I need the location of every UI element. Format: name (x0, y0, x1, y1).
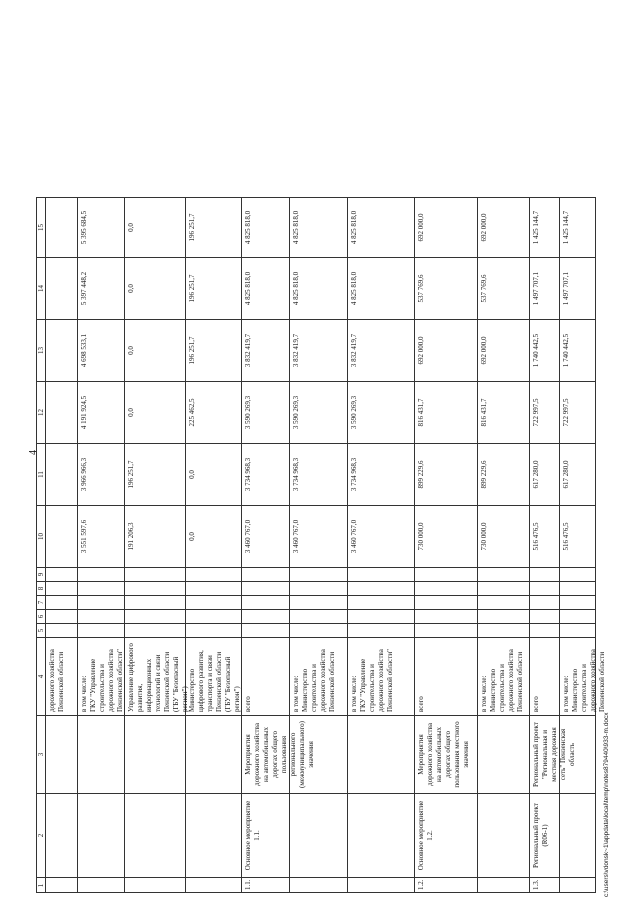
table-cell (125, 609, 186, 623)
amount-cell (46, 505, 78, 567)
column-header: 14 (36, 257, 46, 319)
table-cell (348, 715, 415, 793)
table-cell (46, 595, 78, 609)
table-cell (560, 623, 596, 637)
amount-cell: 0,0 (186, 505, 242, 567)
table-cell (290, 595, 348, 609)
table-cell (290, 609, 348, 623)
amount-cell: 4 825 818,0 (242, 197, 290, 257)
table-cell (290, 793, 348, 877)
amount-cell: 3 832 419,7 (348, 319, 415, 381)
amount-cell: 3 734 968,3 (290, 443, 348, 505)
table-cell (415, 595, 478, 609)
table-cell (560, 609, 596, 623)
amount-cell: 1 497 707,1 (560, 257, 596, 319)
table-cell (78, 793, 125, 877)
table-cell (78, 715, 125, 793)
column-header: 15 (36, 197, 46, 257)
amount-cell: 1 425 144,7 (560, 197, 596, 257)
amount-cell: 692 000,0 (478, 319, 530, 381)
table-cell (186, 567, 242, 581)
amount-cell: 3 590 269,3 (242, 381, 290, 443)
amount-cell: 537 769,6 (478, 257, 530, 319)
amount-cell: 3 832 419,7 (242, 319, 290, 381)
table-cell (560, 581, 596, 595)
amount-cell: 3 832 419,7 (290, 319, 348, 381)
amount-cell: 191 206,3 (125, 505, 186, 567)
amount-cell: 5 397 448,2 (78, 257, 125, 319)
amount-cell (46, 443, 78, 505)
amount-cell: 537 769,6 (415, 257, 478, 319)
table-cell (478, 581, 530, 595)
amount-cell: 4 825 818,0 (290, 197, 348, 257)
amount-cell: 0,0 (186, 443, 242, 505)
table-cell (186, 793, 242, 877)
amount-cell: 3 460 767,0 (348, 505, 415, 567)
table-cell: Региональный проект "Региональная и местная дорожная сеть" Пензенская область (530, 715, 560, 793)
amount-cell: 722 997,5 (530, 381, 560, 443)
amount-cell (46, 319, 78, 381)
table-cell (186, 595, 242, 609)
table-cell (530, 623, 560, 637)
table-cell (46, 793, 78, 877)
table-cell (186, 623, 242, 637)
amount-cell: 1 425 144,7 (530, 197, 560, 257)
amount-cell: 617 280,0 (560, 443, 596, 505)
amount-cell: 0,0 (125, 257, 186, 319)
column-header: 12 (36, 381, 46, 443)
amount-cell: 899 229,6 (415, 443, 478, 505)
amount-cell: 816 431,7 (478, 381, 530, 443)
amount-cell: 5 395 684,5 (78, 197, 125, 257)
row-label: Министерство цифрового развития, транспорта и связи Пензенской области (ГБУ "Безопасный регион") (186, 637, 242, 715)
column-header: 1 (36, 877, 46, 893)
amount-cell: 196 251,7 (186, 319, 242, 381)
table-cell (46, 567, 78, 581)
column-header: 13 (36, 319, 46, 381)
table-cell (78, 609, 125, 623)
amount-cell: 1 740 442,5 (530, 319, 560, 381)
table-cell: Мероприятия дорожного хозяйства на автомобильных дорогах общего пользования регионального (межмуниципального) значения (242, 715, 290, 793)
table-cell (290, 623, 348, 637)
table-cell (478, 623, 530, 637)
amount-cell: 3 460 767,0 (242, 505, 290, 567)
row-label: в том числе: ГКУ "Управление строительства и дорожного хозяйства Пензенской области" (348, 637, 415, 715)
amount-cell: 0,0 (125, 319, 186, 381)
table-cell (186, 877, 242, 893)
amount-cell: 730 000,0 (415, 505, 478, 567)
amount-cell: 4 698 533,1 (78, 319, 125, 381)
amount-cell: 4 825 818,0 (348, 257, 415, 319)
amount-cell (46, 381, 78, 443)
table-cell (125, 877, 186, 893)
column-header: 7 (36, 595, 46, 609)
amount-cell: 3 966 966,3 (78, 443, 125, 505)
table-cell (478, 595, 530, 609)
row-label: в том числе: Министерство строительства и дорожного хозяйства Пензенской области (290, 637, 348, 715)
table-cell (530, 581, 560, 595)
amount-cell: 899 229,6 (478, 443, 530, 505)
table-cell (125, 595, 186, 609)
amount-cell: 4 825 818,0 (348, 197, 415, 257)
table-cell (290, 877, 348, 893)
amount-cell: 516 476,5 (560, 505, 596, 567)
table-cell (560, 567, 596, 581)
amount-cell: 3 590 269,3 (290, 381, 348, 443)
table-cell (530, 595, 560, 609)
amount-cell (46, 197, 78, 257)
table-cell (46, 715, 78, 793)
row-label: Управление цифрового развития, информационных технологий и связи Пензенской области (ГБУ "Безопасный регион") (125, 637, 186, 715)
table-cell: Региональный проект (R06-1) (530, 793, 560, 877)
table-cell (78, 623, 125, 637)
amount-cell: 0,0 (125, 381, 186, 443)
row-label: всего (242, 637, 290, 715)
table-cell (242, 567, 290, 581)
table-cell: Основное мероприятие 1.1. (242, 793, 290, 877)
table-cell (560, 877, 596, 893)
table-cell (530, 609, 560, 623)
table-cell (290, 581, 348, 595)
table-cell (478, 567, 530, 581)
table-cell (348, 567, 415, 581)
table-cell (530, 567, 560, 581)
table-cell (46, 623, 78, 637)
table-cell (242, 623, 290, 637)
table-cell (125, 715, 186, 793)
row-label: в том числе: Министерство строительства и дорожного хозяйства Пензенской области (478, 637, 530, 715)
amount-cell: 516 476,5 (530, 505, 560, 567)
table-cell (560, 715, 596, 793)
table-cell: Основное мероприятие 1.2. (415, 793, 478, 877)
row-label: в том числе: ГКУ "Управление строительства и дорожного хозяйства Пензенской области" (78, 637, 125, 715)
table-cell (186, 715, 242, 793)
table-cell (125, 793, 186, 877)
table-cell (78, 595, 125, 609)
amount-cell: 1 740 442,5 (560, 319, 596, 381)
column-header: 11 (36, 443, 46, 505)
table-cell: 1.3. (530, 877, 560, 893)
table-cell (348, 581, 415, 595)
amount-cell: 722 997,5 (560, 381, 596, 443)
table-cell (186, 581, 242, 595)
amount-cell: 196 251,7 (125, 443, 186, 505)
table-cell (242, 581, 290, 595)
amount-cell: 3 590 269,3 (348, 381, 415, 443)
table-cell: 1.1. (242, 877, 290, 893)
amount-cell: 4 191 924,5 (78, 381, 125, 443)
amount-cell: 3 460 767,0 (290, 505, 348, 567)
table-cell (348, 609, 415, 623)
table-cell (348, 877, 415, 893)
table-cell (348, 595, 415, 609)
table-cell: Мероприятия дорожного хозяйства на автомобильных дорогах общего пользования местного значения (415, 715, 478, 793)
row-label: дорожного хозяйства Пензенской области (46, 637, 78, 715)
amount-cell: 196 251,7 (186, 257, 242, 319)
row-label: всего (415, 637, 478, 715)
amount-cell: 692 000,0 (415, 319, 478, 381)
column-header: 3 (36, 715, 46, 793)
table-cell (290, 715, 348, 793)
table-cell (478, 609, 530, 623)
table-cell (478, 793, 530, 877)
column-header: 9 (36, 567, 46, 581)
table-cell (415, 567, 478, 581)
amount-cell: 3 734 968,3 (242, 443, 290, 505)
table-cell (242, 609, 290, 623)
column-header: 5 (36, 623, 46, 637)
table-cell (560, 595, 596, 609)
amount-cell: 4 825 818,0 (290, 257, 348, 319)
table-cell (46, 581, 78, 595)
amount-cell: 4 825 818,0 (242, 257, 290, 319)
table-cell (478, 715, 530, 793)
table-cell: 1.2. (415, 877, 478, 893)
table-cell (186, 609, 242, 623)
column-header: 6 (36, 609, 46, 623)
amount-cell: 225 462,5 (186, 381, 242, 443)
amount-cell: 692 000,0 (415, 197, 478, 257)
amount-cell: 196 251,7 (186, 197, 242, 257)
amount-cell: 816 431,7 (415, 381, 478, 443)
table-cell (46, 609, 78, 623)
table-cell (78, 567, 125, 581)
amount-cell: 692 000,0 (478, 197, 530, 257)
page-number: 4 (28, 450, 39, 455)
table-cell (348, 793, 415, 877)
table-cell (78, 581, 125, 595)
table-cell (125, 623, 186, 637)
table-cell (242, 595, 290, 609)
table-cell (290, 567, 348, 581)
amount-cell: 617 280,0 (530, 443, 560, 505)
row-label: в том числе: Министерство строительства и дорожного хозяйства Пензенской области (560, 637, 596, 715)
amount-cell: 0,0 (125, 197, 186, 257)
table-cell (478, 877, 530, 893)
amount-cell: 3 551 597,6 (78, 505, 125, 567)
column-header: 8 (36, 581, 46, 595)
table-cell (125, 581, 186, 595)
amount-cell (46, 257, 78, 319)
table-cell (78, 877, 125, 893)
column-header: 10 (36, 505, 46, 567)
row-label: всего (530, 637, 560, 715)
column-header: 2 (36, 793, 46, 877)
table-cell (415, 623, 478, 637)
table-cell (415, 609, 478, 623)
table-cell (348, 623, 415, 637)
table-cell (46, 877, 78, 893)
column-header: 4 (36, 637, 46, 715)
file-path: c:\users\vdonsk~1\appdata\local\temp\notes879440\933-m.docx (603, 712, 610, 897)
table-cell (560, 793, 596, 877)
table-cell (125, 567, 186, 581)
amount-cell: 730 000,0 (478, 505, 530, 567)
amount-cell: 3 734 968,3 (348, 443, 415, 505)
table-cell (415, 581, 478, 595)
amount-cell: 1 497 707,1 (530, 257, 560, 319)
